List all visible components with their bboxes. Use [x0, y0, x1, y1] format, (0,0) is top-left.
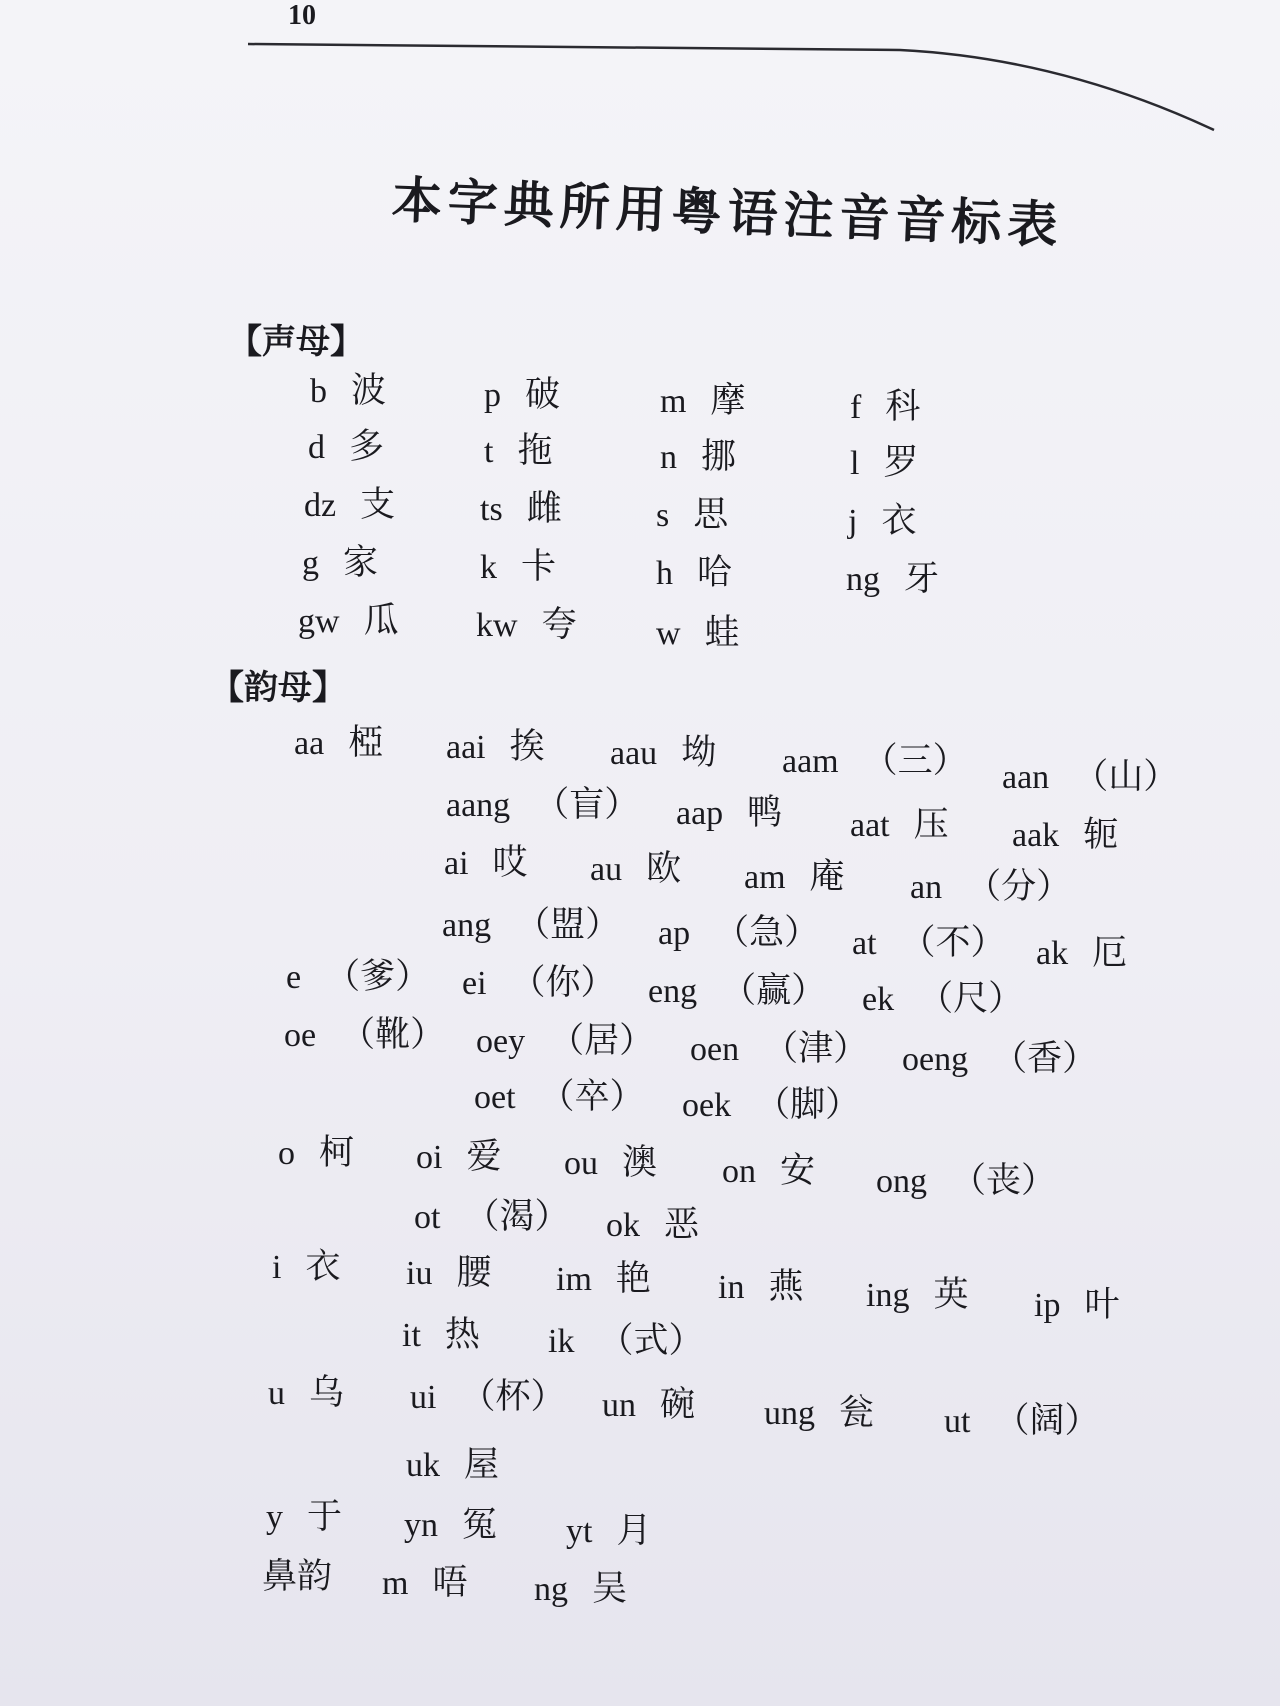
- final-entry: y 于: [266, 1497, 343, 1537]
- nasal-entry: ng 吴: [534, 1569, 628, 1609]
- initial-entry: w 蛙: [656, 613, 740, 653]
- initial-entry: l 罗: [850, 443, 919, 483]
- final-entry: u 乌: [268, 1373, 345, 1413]
- final-entry: in 燕: [718, 1267, 804, 1307]
- final-entry: ap （急）: [658, 913, 820, 953]
- final-entry: aak 轭: [1012, 815, 1119, 855]
- initial-entry: ng 牙: [846, 559, 940, 599]
- final-entry: oe （靴）: [284, 1015, 446, 1055]
- initial-entry: m 摩: [660, 381, 746, 421]
- final-entry: o 柯: [278, 1133, 355, 1173]
- final-entry: oey （居）: [476, 1021, 655, 1061]
- final-entry: ak 厄: [1036, 933, 1128, 973]
- final-entry: it 热: [402, 1315, 480, 1355]
- final-entry: ot （渴）: [414, 1197, 570, 1237]
- final-entry: an （分）: [910, 867, 1072, 907]
- final-entry: oek （脚）: [682, 1085, 861, 1125]
- header-rule: [0, 0, 1280, 160]
- final-entry: ui （杯）: [410, 1377, 566, 1417]
- final-entry: ang （盟）: [442, 905, 621, 945]
- final-entry: ai 哎: [444, 843, 528, 883]
- initial-entry: s 思: [656, 495, 729, 535]
- final-entry: uk 屋: [406, 1445, 500, 1485]
- final-entry: im 艳: [556, 1259, 651, 1299]
- final-entry: yn 冤: [404, 1505, 498, 1545]
- final-entry: aa 椏: [294, 723, 384, 763]
- final-entry: i 衣: [272, 1247, 341, 1287]
- initial-entry: k 卡: [480, 547, 557, 587]
- final-entry: at （不）: [852, 923, 1006, 963]
- final-entry: aau 坳: [610, 733, 717, 773]
- final-entry: on 安: [722, 1151, 816, 1191]
- final-entry: aan （山）: [1002, 757, 1179, 797]
- final-entry: ik （式）: [548, 1321, 704, 1361]
- page-title: 本字典所用粤语注音音标表: [390, 171, 1065, 255]
- initial-entry: t 拖: [484, 431, 553, 471]
- final-entry: eng （赢）: [648, 971, 827, 1011]
- final-entry: un 碗: [602, 1385, 696, 1425]
- final-entry: ei （你）: [462, 963, 616, 1003]
- initial-entry: kw 夸: [476, 605, 577, 645]
- final-entry: aai 挨: [446, 727, 545, 767]
- final-entry: yt 月: [566, 1511, 652, 1551]
- final-entry: au 欧: [590, 849, 682, 889]
- final-entry: aap 鸭: [676, 793, 783, 833]
- initial-entry: g 家: [302, 543, 379, 583]
- final-entry: ou 澳: [564, 1143, 658, 1183]
- final-entry: oi 爱: [416, 1137, 502, 1177]
- final-entry: e （爹）: [286, 957, 431, 997]
- initial-entry: ts 雌: [480, 489, 562, 529]
- final-entry: iu 腰: [406, 1253, 492, 1293]
- final-entry: oeng （香）: [902, 1039, 1098, 1079]
- initial-entry: n 挪: [660, 437, 737, 477]
- initial-entry: b 波: [310, 371, 387, 411]
- page-number: 10: [288, 0, 316, 31]
- final-entry: am 庵: [744, 857, 845, 897]
- initial-entry: p 破: [484, 375, 561, 415]
- finals-heading: 【韵母】: [210, 668, 346, 708]
- final-entry: aang （盲）: [446, 785, 640, 825]
- initial-entry: dz 支: [304, 485, 396, 525]
- initial-entry: f 科: [850, 387, 921, 427]
- initials-heading: 【声母】: [228, 322, 364, 362]
- initial-entry: d 多: [308, 427, 385, 467]
- final-entry: ok 恶: [606, 1205, 700, 1245]
- final-entry: ip 叶: [1034, 1285, 1120, 1325]
- final-entry: aat 压: [850, 805, 949, 845]
- initial-entry: h 哈: [656, 553, 733, 593]
- final-entry: aam （三）: [782, 741, 968, 781]
- nasal-entry: m 唔: [382, 1563, 468, 1603]
- final-entry: oen （津）: [690, 1029, 869, 1069]
- final-entry: ong （丧）: [876, 1161, 1057, 1201]
- final-entry: oet （卒）: [474, 1077, 645, 1117]
- final-entry: ek （尺）: [862, 979, 1024, 1019]
- initial-entry: j 衣: [848, 501, 917, 541]
- initial-entry: gw 瓜: [298, 601, 399, 641]
- final-entry: ut （阔）: [944, 1401, 1100, 1441]
- final-entry: ing 英: [866, 1275, 969, 1315]
- nasal-label: 鼻韵: [262, 1557, 333, 1597]
- final-entry: ung 瓮: [764, 1393, 875, 1433]
